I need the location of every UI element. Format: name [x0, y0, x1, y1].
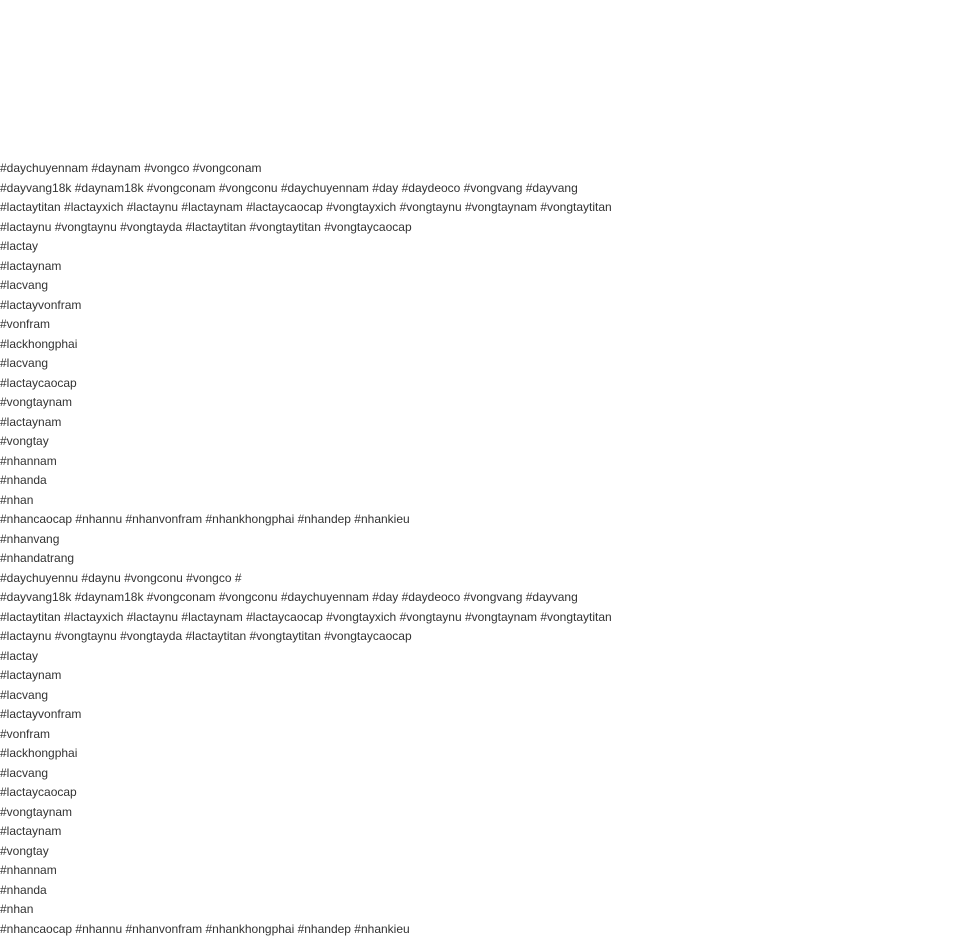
hashtag-line: #nhannam — [0, 453, 57, 468]
hashtag-line: #nhancaocap #nhannu #nhanvonfram #nhankhongphai #nhandep #nhankieu — [0, 921, 410, 936]
hashtag-line: #lacvang — [0, 356, 49, 370]
hashtag-line: #lacvang — [0, 687, 49, 702]
hashtag-line: #nhanda — [0, 473, 47, 487]
hashtag-line: #lacvang — [0, 278, 49, 292]
hashtag-line: #lactayvonfram — [0, 707, 82, 721]
hashtag-line: #dayvang18k #daynam18k #vongconam #vongconu #daychuyennam #day #daydeoco #vongvang #dayvang — [0, 590, 578, 604]
hashtag-line: #lactaynam — [0, 668, 62, 682]
hashtag-line: #lactay — [0, 648, 39, 663]
hashtag-line: #nhanda — [0, 882, 47, 897]
hashtag-line: #lactaycaocap — [0, 375, 77, 390]
hashtag-line: #nhandatrang — [0, 551, 75, 565]
hashtag-line: #daychuyennu #daynu #vongconu #vongco # — [0, 570, 242, 585]
hashtag-line: #lactaynu #vongtaynu #vongtayda #lactaytitan #vongtaytitan #vongtaycaocap — [0, 629, 412, 643]
hashtag-line: #nhannam — [0, 863, 57, 877]
hashtag-line: #lactaytitan #lactayxich #lactaynu #lactaynam #lactaycaocap #vongtayxich #vongtaynu #vongtaynam #vongtaytitan — [0, 200, 612, 214]
hashtag-line: #lackhongphai — [0, 336, 78, 351]
hashtag-line: #dayvang18k #daynam18k #vongconam #vongconu #daychuyennam #day #daydeoco #vongvang #dayvang — [0, 180, 578, 195]
hashtag-line: #daychuyennam #daynam #vongco #vongconam — [0, 161, 262, 175]
hashtag-line: #lactaynam — [0, 824, 62, 838]
hashtag-line: #lactayvonfram — [0, 297, 82, 312]
hashtag-line: #lactaytitan #lactayxich #lactaynu #lactaynam #lactaycaocap #vongtayxich #vongtaynu #vongtaynam #vongtaytitan — [0, 609, 612, 624]
hashtag-line: #vonfram — [0, 726, 51, 741]
hashtag-line: #vongtay — [0, 434, 49, 448]
hashtag-line: #vongtaynam — [0, 395, 73, 409]
hashtag-line: #lactaycaocap — [0, 785, 77, 799]
hashtag-line: #nhanvang — [0, 531, 60, 546]
hashtag-line: #lackhongphai — [0, 746, 78, 760]
hashtag-line: #lacvang — [0, 765, 49, 780]
hashtag-line: #vongtay — [0, 843, 49, 858]
hashtag-line: #lactaynu #vongtaynu #vongtayda #lactaytitan #vongtaytitan #vongtaycaocap — [0, 219, 412, 234]
hashtag-line: #vonfram — [0, 317, 51, 331]
hashtag-line: #nhan — [0, 902, 34, 916]
hashtag-list — [0, 159, 960, 939]
hashtag-line: #lactaynam — [0, 258, 62, 273]
hashtag-line: #vongtaynam — [0, 804, 73, 819]
hashtag-line: #nhan — [0, 492, 34, 507]
hashtag-line: #lactay — [0, 239, 39, 253]
hashtag-line: #nhancaocap #nhannu #nhanvonfram #nhankhongphai #nhandep #nhankieu — [0, 512, 410, 526]
hashtag-line: #lactaynam — [0, 414, 62, 429]
